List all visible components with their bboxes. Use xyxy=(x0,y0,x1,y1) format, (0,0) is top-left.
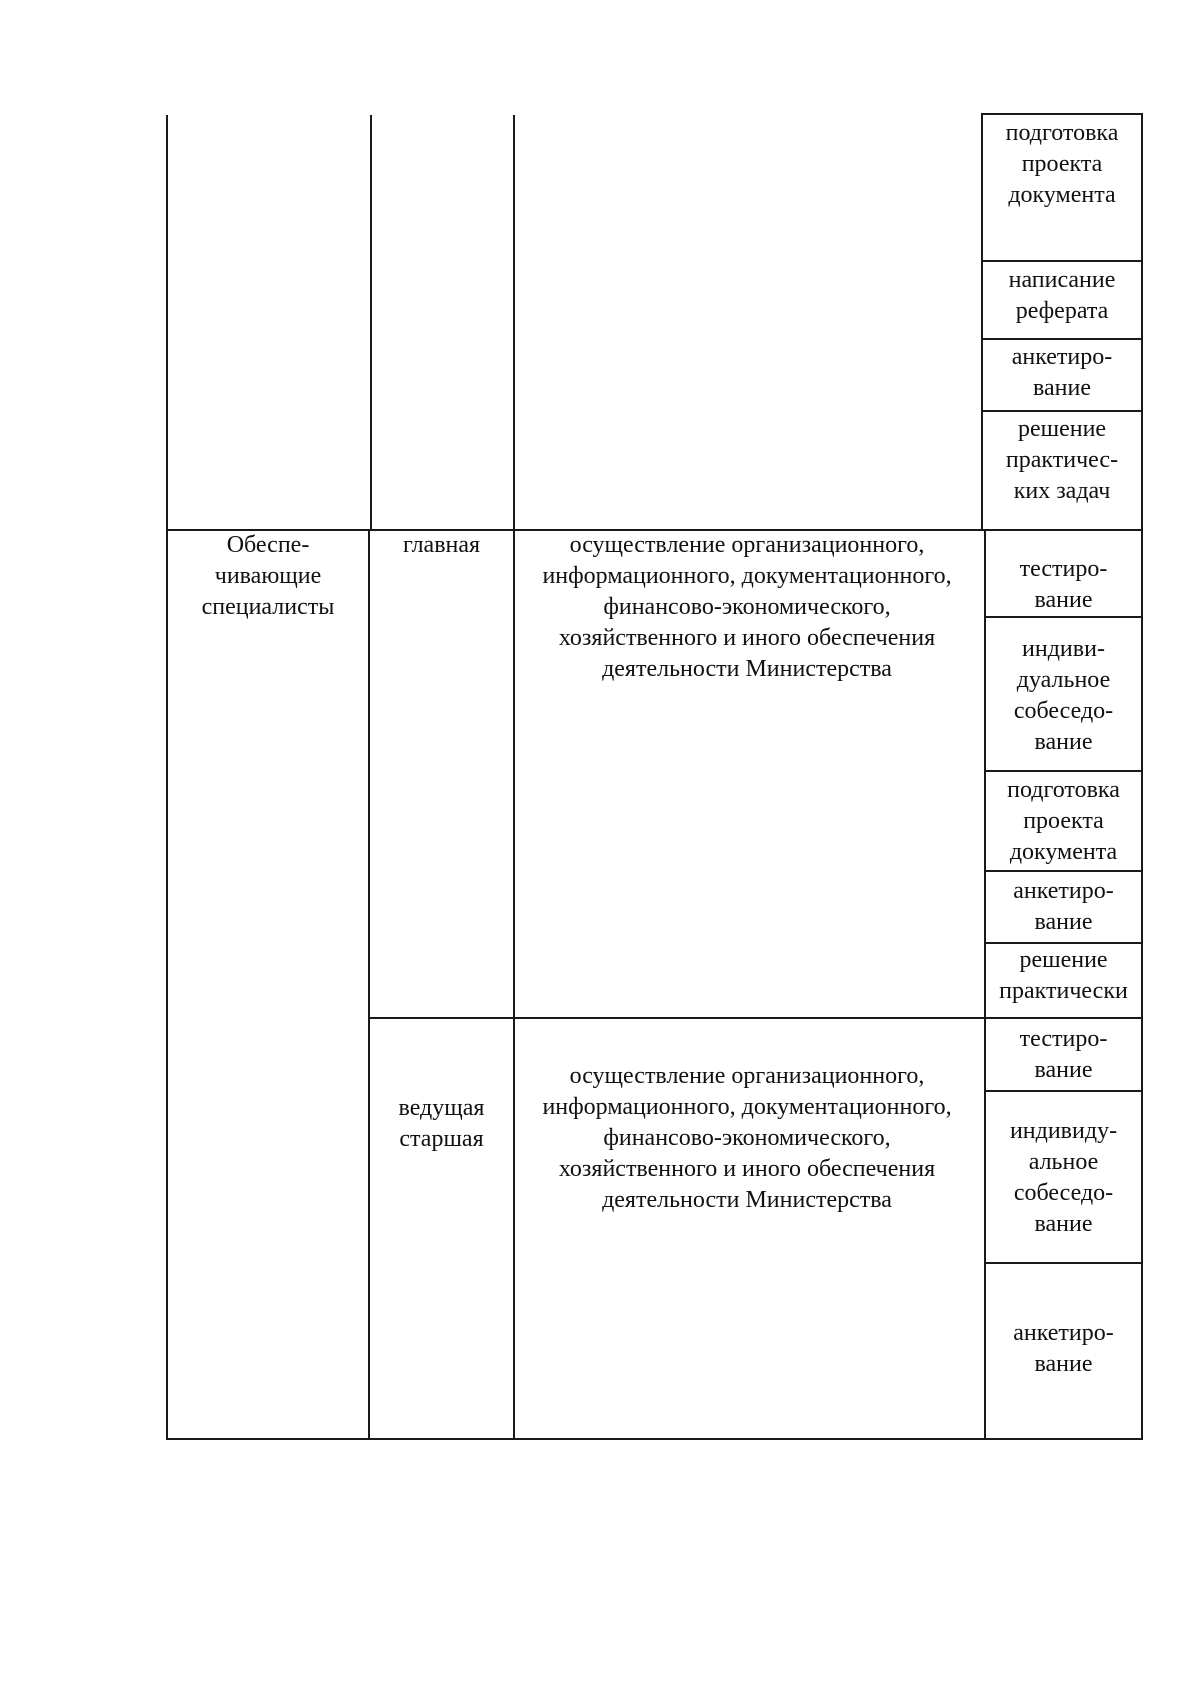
method-cell: тестиро- вание xyxy=(1019,556,1108,613)
function-cell: осуществление организационного, информационного, документационного, финансово-экономического, хозяйственного и иного обеспечения деятельности Министерства xyxy=(542,532,952,682)
grid-line xyxy=(166,1438,1143,1440)
grid-line xyxy=(370,115,372,530)
grid-line xyxy=(368,1017,1143,1019)
grid-line xyxy=(984,870,1143,872)
level-cell: главная xyxy=(402,532,481,558)
method-cell: подготовка проекта документа xyxy=(1007,777,1120,865)
method-cell: написание реферата xyxy=(1008,267,1116,324)
grid-line xyxy=(368,530,370,1440)
grid-line xyxy=(984,1090,1143,1092)
grid-line xyxy=(984,1262,1143,1264)
function-cell: осуществление организационного, информационного, документационного, финансово-экономического, хозяйственного и иного обеспечения деятельности Министерства xyxy=(542,1063,952,1213)
method-cell: решение практически xyxy=(999,947,1128,1004)
grid-line xyxy=(981,113,1143,115)
method-cell: анкетиро- вание xyxy=(1013,1320,1114,1377)
method-cell: анкетиро- вание xyxy=(1011,344,1113,401)
grid-line xyxy=(166,115,168,1440)
grid-line xyxy=(981,260,1143,262)
method-cell: индиви- дуальное собеседо- вание xyxy=(1013,636,1114,755)
grid-line xyxy=(984,942,1143,944)
method-cell: анкетиро- вание xyxy=(1013,878,1114,935)
grid-line xyxy=(984,770,1143,772)
level-cell: ведущая старшая xyxy=(398,1095,485,1152)
grid-line xyxy=(984,616,1143,618)
method-cell: подготовка проекта документа xyxy=(1005,120,1119,208)
grid-line xyxy=(981,338,1143,340)
method-cell: индивиду- альное собеседо- вание xyxy=(1009,1118,1118,1237)
grid-line xyxy=(981,410,1143,412)
group-name: Обеспе- чивающие специалисты xyxy=(201,532,335,620)
grid-line xyxy=(513,115,515,1440)
method-cell: решение практичес- ких задач xyxy=(1005,416,1119,504)
grid-line xyxy=(1141,113,1143,1440)
method-cell: тестиро- вание xyxy=(1019,1026,1108,1083)
